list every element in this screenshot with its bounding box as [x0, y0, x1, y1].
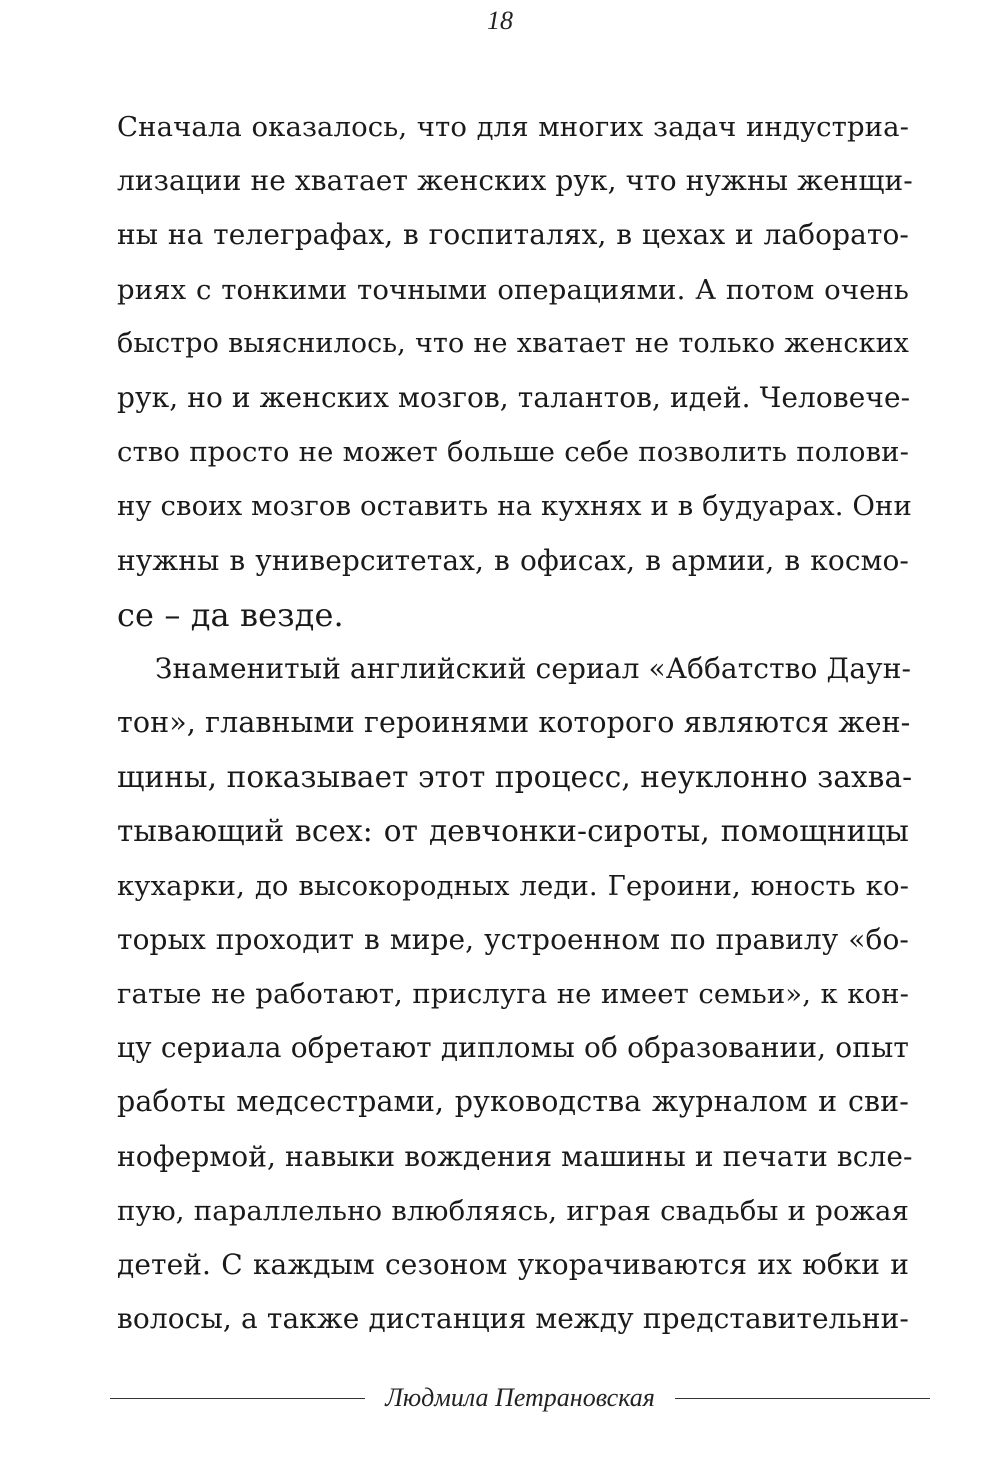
- text-line: детей. С каждым сезоном укорачиваются их юбки и: [117, 1247, 909, 1281]
- text-line: пую, параллельно влюбляясь, играя свадьбы и рожая: [117, 1194, 909, 1227]
- text-line: тон», главными героинями которого являются жен-: [117, 706, 911, 740]
- text-line: рук, но и женских мозгов, талантов, идей. Человече-: [117, 380, 911, 414]
- text-line: Знаменитый английский сериал «Аббатство Даун-: [155, 651, 912, 685]
- text-line: работы медсестрами, руководства журналом и сви-: [117, 1085, 909, 1119]
- footer-rule-left: [110, 1398, 365, 1399]
- body-text: [117, 100, 913, 1346]
- text-line: кухарки, до высокородных леди. Героини, юность ко-: [117, 869, 909, 902]
- text-line: се – да везде.: [117, 595, 344, 634]
- text-line: ны на телеграфах, в госпиталях, в цехах и лаборато-: [117, 218, 909, 252]
- text-line: лизации не хватает женских рук, что нужны женщи-: [117, 164, 913, 198]
- footer-author: Людмила Петрановская: [385, 1383, 655, 1412]
- running-footer: [110, 1378, 930, 1418]
- text-line: быстро выяснилось, что не хватает не только женских: [117, 327, 909, 359]
- text-line: гатые не работают, прислуга не имеет семьи», к кон-: [117, 978, 909, 1010]
- text-line: торых проходит в мире, устроенном по правилу «бо-: [117, 922, 909, 956]
- text-line: ство просто не может больше себе позволить полови-: [117, 436, 909, 469]
- text-line: риях с тонкими точными операциями. А потом очень: [117, 273, 909, 306]
- text-line: тывающий всех: от девчонки-сироты, помощницы: [117, 814, 909, 849]
- text-line: нужны в университетах, в офисах, в армии, в космо-: [117, 543, 909, 577]
- footer-rule-right: [675, 1398, 930, 1399]
- text-line: Сначала оказалось, что для многих задач индустриа-: [117, 111, 909, 143]
- text-line: цу сериала обретают дипломы об образовании, опыт: [117, 1031, 909, 1065]
- text-line: нофермой, навыки вождения машины и печати всле-: [117, 1139, 913, 1173]
- text-line: волосы, а также дистанция между представительни-: [117, 1302, 909, 1336]
- text-line: щины, показывает этот процесс, неуклонно захва-: [117, 760, 913, 795]
- page-number: 18: [487, 6, 513, 35]
- text-line: ну своих мозгов оставить на кухнях и в будуарах. Они: [117, 490, 912, 523]
